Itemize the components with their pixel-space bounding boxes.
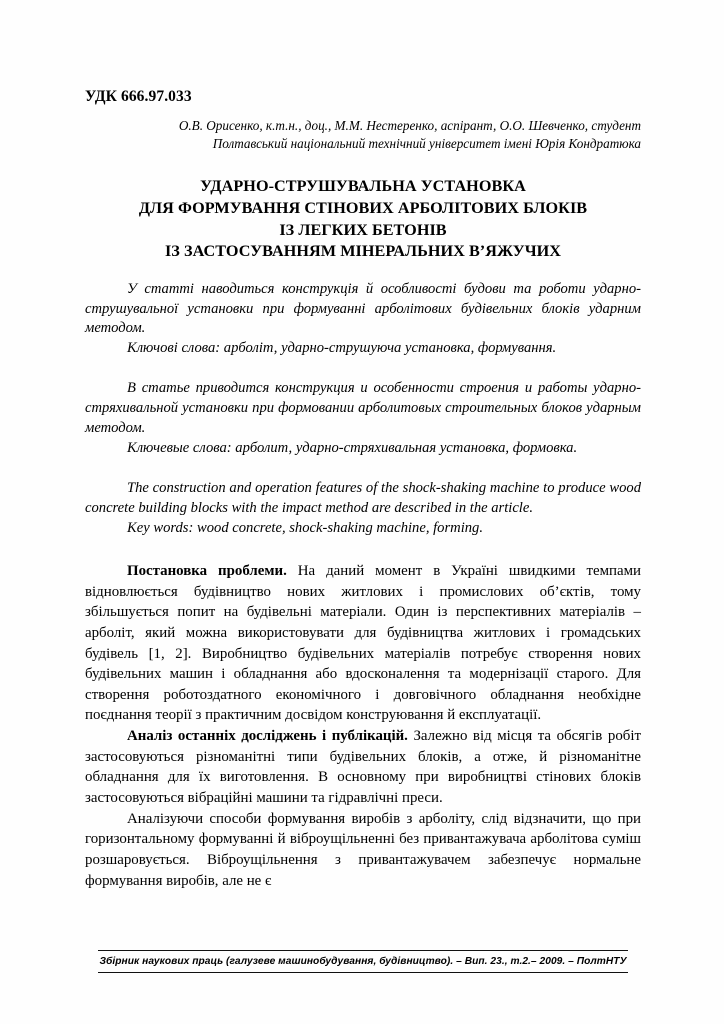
footer-citation: Збірник наукових праць (галузеве машинобудування, будівництво). – Вип. 23., т.2.– 2009. – ПолтНТУ	[99, 956, 627, 967]
abstract-en-text: The construction and operation features of the shock-shaking machine to produce wood concrete building blocks with the impact method are described in the article.	[85, 480, 641, 517]
page-footer	[98, 950, 628, 973]
title-line-4: ІЗ ЗАСТОСУВАННЯМ МІНЕРАЛЬНИХ В’ЯЖУЧИХ	[164, 242, 562, 261]
body-paragraph-2-lead: Аналіз останніх досліджень і публікацій.	[127, 728, 408, 745]
body-paragraph-2	[85, 726, 641, 809]
abstract-english	[85, 479, 641, 539]
footer-rule-bottom	[98, 972, 628, 973]
body-paragraph-1-lead: Постановка проблеми.	[127, 562, 287, 579]
title-line-2: ДЛЯ ФОРМУВАННЯ СТІНОВИХ АРБОЛІТОВИХ БЛОКІВ	[138, 199, 588, 218]
abstract-uk-text: У статті наводиться конструкція й особливості будови та роботи ударно-струшувальної установки при формуванні арболітових будівельних блоків ударним методом.	[85, 280, 641, 337]
abstract-ru-keywords: Ключевые слова: арболит, ударно-стряхивальная установка, формовка.	[127, 439, 578, 456]
title-line-1: УДАРНО-СТРУШУВАЛЬНА УСТАНОВКА	[200, 177, 526, 196]
body-paragraph-1	[85, 561, 641, 726]
udc-code: УДК 666.97.033	[85, 88, 192, 105]
body-paragraph-1-text: На даний момент в Україні швидкими темпами відновлюється будівництво нових житлових і промислових об’єктів, тому збільшується попит на будівельні матеріали. Один із перспективних матеріалів – арболіт, який можна використовувати для будівництва житлових і громадських будівель [1, 2]. Виробництво будівельних матеріалів потребує створення нових будівельних машин і обладнання або вдосконалення та модернізації старого. Для створення роботоздатного економічного і довговічного обладнання необхідне поєднання теорії з практичним досвідом конструювання й експлуатації.	[85, 562, 641, 724]
body-paragraph-2-text: Залежно від місця та обсягів робіт застосовуються різноманітні типи будівельних блоків, а отже, й різноманітне обладнання для їх виготовлення. В основному при виробництві стінових блоків застосовуються вібраційні машини та гідравлічні преси.	[85, 728, 641, 806]
abstract-ukrainian	[85, 280, 641, 359]
abstract-en-keywords: Key words: wood concrete, shock-shaking machine, forming.	[127, 520, 483, 537]
page-title	[85, 176, 641, 262]
authors-affiliation-block	[85, 117, 641, 153]
title-line-3: ІЗ ЛЕГКИХ БЕТОНІВ	[279, 220, 447, 239]
body-paragraph-3: Аналізуючи способи формування виробів з арболіту, слід відзначити, що при горизонтальному формуванні й віброущільненні без привантажувача арболітова суміш розшаровується. Віброущільнення з привантажувачем забезпечує нормальне формування виробів, але не є	[85, 810, 641, 889]
abstract-ru-text: В статье приводится конструкция и особенности строения и работы ударно-стряхивальной установки при формовании арболитовых строительных блоков ударным методом.	[85, 380, 641, 436]
abstract-russian	[85, 379, 641, 458]
abstract-uk-keywords: Ключові слова: арболіт, ударно-струшуюча установка, формування.	[127, 340, 557, 357]
authors-line: О.В. Орисенко, к.т.н., доц., М.М. Нестеренко, аспірант, О.О. Шевченко, студент	[178, 118, 641, 134]
body-text	[85, 561, 641, 891]
affiliation-line: Полтавський національний технічний університет імені Юрія Кондратюка	[212, 136, 641, 152]
page-content	[85, 0, 641, 891]
